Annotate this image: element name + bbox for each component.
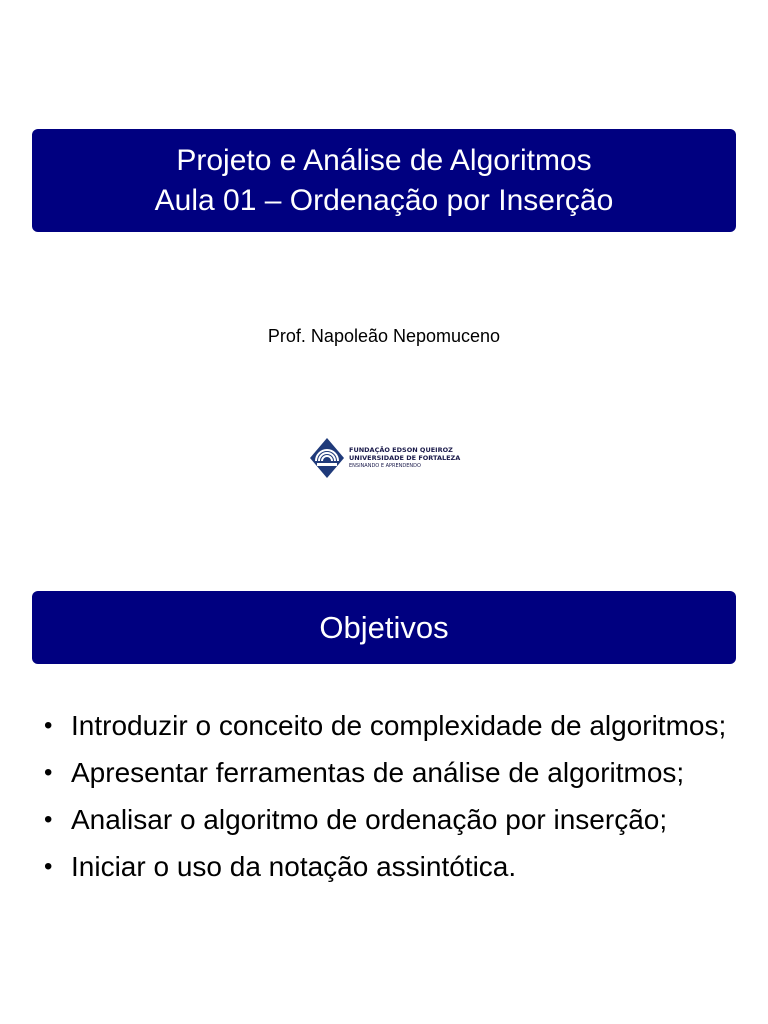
logo-foundation-name: FUNDAÇÃO EDSON QUEIROZ <box>349 446 453 454</box>
objective-text: Iniciar o uso da notação assintótica. <box>71 851 517 882</box>
objective-item <box>40 802 730 837</box>
objectives-title: Objetivos <box>319 609 449 645</box>
objective-item <box>40 708 730 743</box>
objective-text: Apresentar ferramentas de análise de algoritmos; <box>71 757 685 788</box>
bullet-icon: • <box>44 853 53 880</box>
university-logo <box>309 436 469 480</box>
objective-text: Introduzir o conceito de complexidade de algoritmos; <box>71 710 727 741</box>
objectives-list <box>40 708 730 896</box>
bullet-icon: • <box>44 806 53 833</box>
logo-university-name: UNIVERSIDADE DE FORTALEZA <box>349 454 461 462</box>
bullet-icon: • <box>44 712 53 739</box>
bullet-icon: • <box>44 759 53 786</box>
author-name: Prof. Napoleão Nepomuceno <box>267 326 501 346</box>
logo-text <box>349 446 460 470</box>
course-title: Projeto e Análise de Algoritmos <box>176 143 592 177</box>
lecture-title: Aula 01 – Ordenação por Inserção <box>154 183 614 217</box>
fundacao-logo-icon <box>309 437 345 479</box>
objective-text: Analisar o algoritmo de ordenação por inserção; <box>71 804 668 835</box>
objectives-banner <box>32 591 736 664</box>
logo-motto: ENSINANDO E APRENDENDO <box>349 463 421 469</box>
objective-item <box>40 849 730 884</box>
objectives-slide <box>0 560 768 1024</box>
title-banner <box>32 129 736 232</box>
objective-item <box>40 755 730 790</box>
